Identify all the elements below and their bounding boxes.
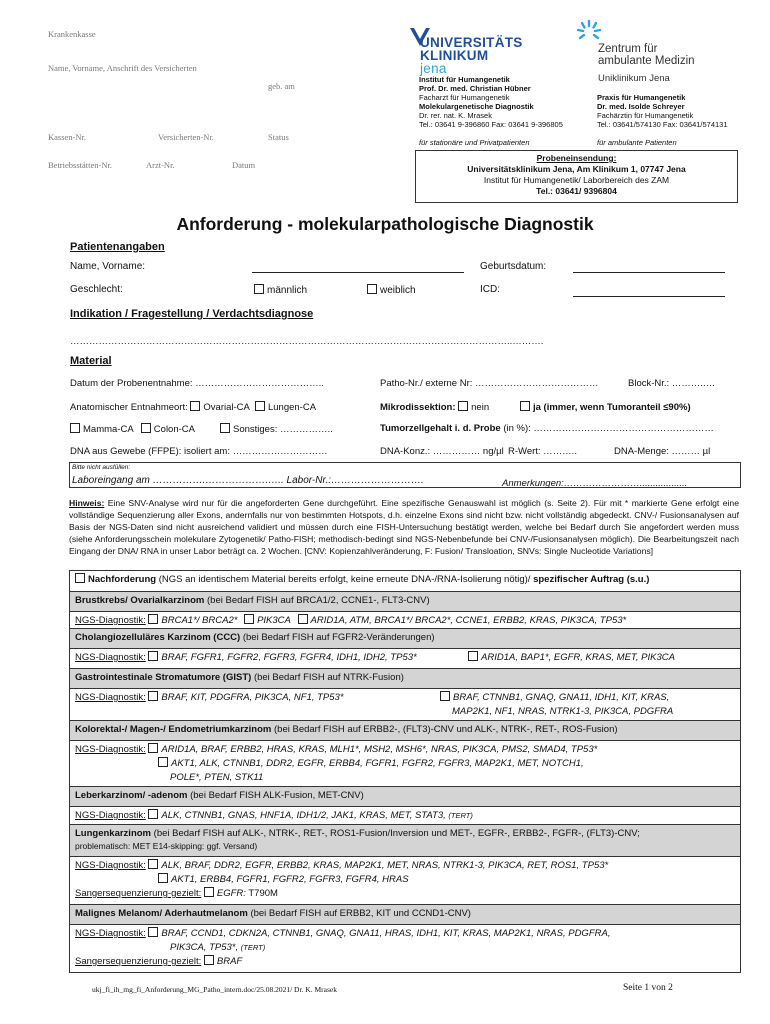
gist-a: BRAF, KIT, PDGFRA, PIK3CA, NF1, TP53* [161, 692, 344, 703]
birth-field[interactable] [573, 260, 725, 273]
brust-a: BRCA1*/ BRCA2* [161, 615, 238, 626]
nachforderung-checkbox[interactable] [75, 573, 85, 583]
lungen-header [70, 824, 740, 856]
material-heading: Material [70, 355, 112, 367]
kassen-nr-label: Kassen-Nr. [48, 132, 87, 142]
leber-tail: (bei Bedarf FISH ALK-Fusion, MET-CNV) [190, 790, 364, 801]
hinweis-text: Eine SNV-Analyse wird nur für die angeforderten Gene durchgeführt. Eine spezifische Genauswahl ist möglich (s. Seite 2). Für mit * markierte Gene erfolgt eine vollständige Sequenzierung aller Exons, andernfalls nur von bestimmten Hotspots, d.h. einzelne Exons sind nicht bzw. nicht vollständig abgedeckt. CNV-/ Fusionsanalysen auf Basis der NGS-Daten sind nicht ausreichend validiert und müssen durch eine FISH-Untersuchung bestätigt werden, welche bei Bedarf durch Sie angefordert werden muss (siehe Anforderungsschein molekulare Zytogenetik/ Patho-FISH; methodisch-bedingt sind NGS-Nebenbefunde bei CNV-/Fusionsanalysen möglich). Die Bearbeitungszeit nach Eingang der DNA/ RNA in unser Labor beträgt ca. 2 Wochen. [CNV: Kopienzahlveränderung, F: Fusion/ Transloation, SNVs: Single Nucleotide Variations] [69, 498, 739, 556]
praxis-line2: Dr. med. Isolde Schreyer [597, 102, 685, 111]
icd-label: ICD: [480, 284, 500, 295]
leber-header [70, 786, 740, 806]
gist-b-checkbox[interactable] [440, 691, 450, 701]
chol-ngs-row [70, 648, 740, 668]
female-option[interactable] [367, 284, 416, 296]
uni-logo-line3: jena [420, 61, 447, 76]
r-wert-field[interactable]: R-Wert: ……….. [508, 446, 577, 457]
site-row [70, 401, 316, 413]
mel-tail: (bei Bedarf FISH auf ERBB2, KIT und CCND1-CNV) [250, 908, 471, 919]
patient-heading: Patientenangaben [70, 241, 165, 253]
kolo-b2: POLE*, PTEN, STK11 [170, 772, 264, 783]
lab-box [69, 462, 741, 488]
institute-line3: Facharzt für Humangenetik [419, 93, 510, 102]
zam-logo [574, 17, 695, 84]
praxis-footer: für ambulante Patienten [597, 138, 677, 147]
lungen-sanger-checkbox[interactable] [204, 887, 214, 897]
lungen-text: Lungen-CA [267, 402, 317, 413]
gist-header [70, 668, 740, 688]
sanger-label: Sangersequenzierung-gezielt: [75, 888, 202, 899]
female-checkbox[interactable] [367, 284, 377, 294]
block-nr-field[interactable]: Block-Nr.: ………..… [628, 378, 716, 389]
mikro-label: Mikrodissektion: [380, 402, 456, 413]
institute-line2: Prof. Dr. med. Christian Hübner [419, 84, 531, 93]
male-checkbox[interactable] [254, 284, 264, 294]
nachforderung-rest: (NGS an identischem Material bereits erfolgt, keine erneute DNA-/RNA-Isolierung nötig)/ [158, 574, 531, 585]
sanger-label: Sangersequenzierung-gezielt: [75, 956, 202, 967]
kolo-b1: AKT1, ALK, CTNNB1, DDR2, EGFR, ERBB4, FGFR1, FGFR2, FGFR3, MAP2K1, MET, NOTCH1, [171, 758, 584, 769]
brust-head: Brustkrebs/ Ovarialkarzinom [75, 595, 205, 606]
type-row [70, 423, 195, 435]
kolo-tail: (bei Bedarf FISH auf ERBB2-, (FLT3)-CNV und ALK-, NTRK-, RET-, ROS-Fusion) [274, 724, 618, 735]
leber-tert: (TERT) [448, 811, 473, 820]
footer-page: Seite 1 von 2 [623, 983, 673, 993]
kolo-ngs-row [70, 740, 740, 786]
praxis-line1: Praxis für Humangenetik [597, 93, 686, 102]
name-address-label: Name, Vorname, Anschrift des Versicherten [48, 63, 197, 73]
mel-header [70, 904, 740, 924]
anmerkungen: Anmerkungen:…………………….................. [502, 478, 688, 489]
brust-a-checkbox[interactable] [148, 614, 158, 624]
male-option[interactable] [254, 284, 307, 296]
zam-logo-line2: ambulante Medizin [598, 55, 695, 67]
page-title: Anforderung - molekularpathologische Diagnostik [176, 214, 594, 234]
chol-b-checkbox[interactable] [468, 651, 478, 661]
leber-a-checkbox[interactable] [148, 809, 158, 819]
lungen-a-checkbox[interactable] [148, 859, 158, 869]
lungen-head: Lungenkarzinom [75, 828, 152, 839]
nein-checkbox[interactable] [458, 401, 468, 411]
versicherten-nr-label: Versicherten-Nr. [158, 132, 214, 142]
lungen-checkbox[interactable] [255, 401, 265, 411]
chol-a: BRAF, FGFR1, FGFR2, FGFR3, FGFR4, IDH1, IDH2, TP53* [161, 652, 417, 663]
probeneinsendung-box [415, 150, 738, 203]
gist-ngs-row [70, 688, 740, 720]
probe-address: Universitätsklinikum Jena, Am Klinikum 1, 07747 Jena [467, 164, 686, 174]
probe-tel: Tel.: 03641/ 9396804 [536, 186, 617, 196]
arzt-nr-label: Arzt-Nr. [146, 160, 175, 170]
dna-konz-field[interactable]: DNA-Konz.: …………… ng/µl [380, 446, 504, 457]
dna-ffpe-field[interactable]: DNA aus Gewebe (FFPE): isoliert am: ………………………… [70, 446, 328, 457]
ngs-label: NGS-Diagnostik: [75, 744, 146, 755]
chol-b: ARID1A, BAP1*, EGFR, KRAS, MET, PIK3CA [481, 652, 675, 663]
mamma-text: Mamma-CA [83, 424, 134, 435]
lungen-b-checkbox[interactable] [158, 873, 168, 883]
gist-a-checkbox[interactable] [148, 691, 158, 701]
betriebsstaetten-label: Betriebsstätten-Nr. [48, 160, 112, 170]
sonstiges-checkbox[interactable] [220, 423, 230, 433]
gist-tail: (bei Bedarf FISH auf NTRK-Fusion) [253, 672, 404, 683]
ngs-label: NGS-Diagnostik: [75, 928, 146, 939]
chol-a-checkbox[interactable] [148, 651, 158, 661]
mel-head: Malignes Melanom/ Aderhautmelanom [75, 908, 248, 919]
ja-checkbox[interactable] [520, 401, 530, 411]
institute-block [419, 75, 563, 129]
kolo-a: ARID1A, BRAF, ERBB2, HRAS, KRAS, MLH1*, MSH2, MSH6*, NRAS, PIK3CA, PMS2, SMAD4, TP53* [161, 744, 598, 755]
tumor-rest: (in %): ………………………………………………… [503, 423, 714, 434]
brust-c-checkbox[interactable] [298, 614, 308, 624]
leber-ngs-row [70, 806, 740, 824]
nein-text: nein [471, 402, 490, 413]
ngs-label: NGS-Diagnostik: [75, 860, 146, 871]
probe-title: Probeneinsendung: [536, 153, 617, 163]
lungen-b: AKT1, ERBB4, FGFR1, FGFR2, FGFR3, FGFR4, HRAS [171, 874, 409, 885]
leber-head: Leberkarzinom/ -adenom [75, 790, 188, 801]
institute-line6: Tel.: 03641 9-396860 Fax: 03641 9-396805 [419, 120, 563, 129]
mel-sanger-checkbox[interactable] [204, 955, 214, 965]
brust-tail: (bei Bedarf FISH auf BRCA1/2, CCNE1-, FLT3-CNV) [207, 595, 430, 606]
krankenkasse-label: Krankenkasse [48, 29, 96, 39]
zam-logo-line1: Zentrum für [598, 43, 658, 55]
patho-nr-field[interactable]: Patho-Nr./ externe Nr: ………………………………… [380, 378, 599, 389]
mel-a-checkbox[interactable] [148, 927, 158, 937]
brust-header [70, 591, 740, 611]
lungen-sanger: EGFR: [216, 888, 246, 899]
institute-line4: Molekulargenetische Diagnostik [419, 102, 534, 111]
chol-head: Cholangiozelluläres Karzinom (CCC) [75, 632, 241, 643]
zam-logo-line3: Uniklinikum Jena [598, 73, 670, 84]
male-text: männlich [267, 285, 308, 296]
gist-b1: BRAF, CTNNB1, GNAQ, GNA11, IDH1, KIT, KRAS, [453, 692, 670, 703]
indication-heading: Indikation / Fragestellung / Verdachtsdiagnose [70, 308, 314, 320]
lungen-tail2: problematisch: MET E14-skipping: ggf. Versand) [75, 841, 258, 851]
date-field[interactable]: Datum der Probenentnahme: ………………………………….. [70, 378, 324, 389]
brust-b-checkbox[interactable] [244, 614, 254, 624]
spezifisch-label: spezifischer Auftrag (s.u.) [533, 574, 650, 585]
mamma-checkbox[interactable] [70, 423, 80, 433]
gist-head: Gastrointestinale Stromatumore (GIST) [75, 672, 252, 683]
hinweis [69, 497, 739, 557]
hinweis-label: Hinweis: [69, 498, 105, 508]
ja-text: ja (immer, wenn Tumoranteil ≤90%) [533, 402, 691, 413]
name-label: Name, Vorname: [70, 261, 146, 272]
praxis-line4: Tel.: 03641/574130 Fax: 03641/574131 [597, 120, 728, 129]
fill-note: Bitte nicht ausfüllen: [72, 464, 131, 471]
uni-logo-line2: KLINIKUM [420, 48, 489, 63]
lungen-ngs-row [70, 856, 740, 904]
mikro-row [380, 401, 489, 413]
sonstiges-text: Sonstiges: …………….. [233, 424, 333, 435]
institute-line1: Institut für Humangenetik [419, 75, 510, 84]
institute-footer: für stationäre und Privatpatienten [419, 138, 530, 147]
footer-file: ukj_fi_ih_mg_fi_Anforderung_MG_Patho_intern.doc/25.08.2021/ Dr. K. Mrasek [92, 985, 337, 994]
female-text: weiblich [380, 285, 416, 296]
ovarial-text: Ovarial-CA [203, 402, 250, 413]
brust-ngs-row [70, 611, 740, 628]
kolo-head: Kolorektal-/ Magen-/ Endometriumkarzinom [75, 724, 272, 735]
uniklinikum-logo [408, 26, 523, 76]
status-label: Status [268, 132, 289, 142]
indication-field[interactable]: …………………………………………………………………………………………………………………………..………. [70, 336, 544, 347]
ngs-label: NGS-Diagnostik: [75, 810, 146, 821]
praxis-line3: Fachärztin für Humangenetik [597, 111, 694, 120]
gene-panel-table [69, 570, 741, 973]
birthdate-label: geb. am [268, 81, 295, 91]
kolo-a-checkbox[interactable] [148, 743, 158, 753]
ngs-label: NGS-Diagnostik: [75, 615, 146, 626]
sex-label: Geschlecht: [70, 284, 123, 295]
ovarial-checkbox[interactable] [190, 401, 200, 411]
leber-a: ALK, CTNNB1, GNAS, HNF1A, IDH1/2, JAK1, KRAS, MET, STAT3, [161, 810, 446, 821]
institute-line5: Dr. rer. nat. K. Mrasek [419, 111, 492, 120]
chol-tail: (bei Bedarf FISH auf FGFR2-Veränderungen) [242, 632, 435, 643]
mel-tert: (TERT) [240, 943, 266, 952]
icd-field[interactable] [573, 284, 725, 297]
ngs-label: NGS-Diagnostik: [75, 692, 146, 703]
mel-a2: PIK3CA, TP53*, [170, 942, 239, 953]
uni-logo-line1: UNIVERSITÄTS [420, 35, 523, 50]
ngs-label: NGS-Diagnostik: [75, 652, 146, 663]
brust-c: ARID1A, ATM, BRCA1*/ BRCA2*, CCNE1, ERBB2, KRAS, PIK3CA, TP53* [310, 615, 627, 626]
brust-b: PIK3CA [257, 615, 291, 626]
colon-text: Colon-CA [153, 424, 195, 435]
sonstiges-option[interactable] [220, 423, 333, 435]
name-field[interactable] [252, 260, 464, 273]
probe-institute: Institut für Humangenetik/ Laborbereich des ZAM [483, 175, 670, 185]
tumor-label: Tumorzellgehalt i. d. Probe [380, 423, 501, 434]
kolo-b-checkbox[interactable] [158, 757, 168, 767]
birth-label: Geburtsdatum: [480, 261, 547, 272]
mel-sanger: BRAF [216, 956, 243, 967]
mel-ngs-row [70, 924, 740, 972]
kolo-header [70, 720, 740, 740]
lungen-sanger-val: T790M [248, 888, 278, 899]
chol-header [70, 628, 740, 648]
mel-a1: BRAF, CCND1, CDKN2A, CTNNB1, GNAQ, GNA11, HRAS, IDH1, KIT, KRAS, MAP2K1, NRAS, PDGFRA, [161, 928, 611, 939]
nachforderung-label: Nachforderung [88, 574, 157, 585]
dna-menge-field[interactable]: DNA-Menge: ……… µl [614, 446, 711, 457]
lab-entry: Laboreingang am …………….……………….….. Labor-Nr.:………………………. [72, 475, 424, 486]
colon-checkbox[interactable] [141, 423, 151, 433]
ja-option[interactable] [520, 401, 691, 413]
nachforderung-row[interactable] [70, 571, 740, 591]
praxis-block [597, 93, 728, 129]
lungen-a: ALK, BRAF, DDR2, EGFR, ERBB2, KRAS, MAP2K1, MET, NRAS, NTRK1-3, PIK3CA, RET, ROS1, TP53* [161, 860, 609, 871]
gist-b2: MAP2K1, NF1, NRAS, NTRK1-3, PIK3CA, PDGFRA [452, 706, 674, 717]
site-label: Anatomischer Entnahmeort: [70, 402, 188, 413]
lungen-tail: (bei Bedarf FISH auf ALK-, NTRK-, RET-, ROS1-Fusion/Inversion und MET-, EGFR-, ERBB2-, FGFR-, (FLT3)-CNV; [153, 828, 640, 839]
tumor-row[interactable] [380, 423, 714, 434]
datum-label: Datum [232, 160, 256, 170]
